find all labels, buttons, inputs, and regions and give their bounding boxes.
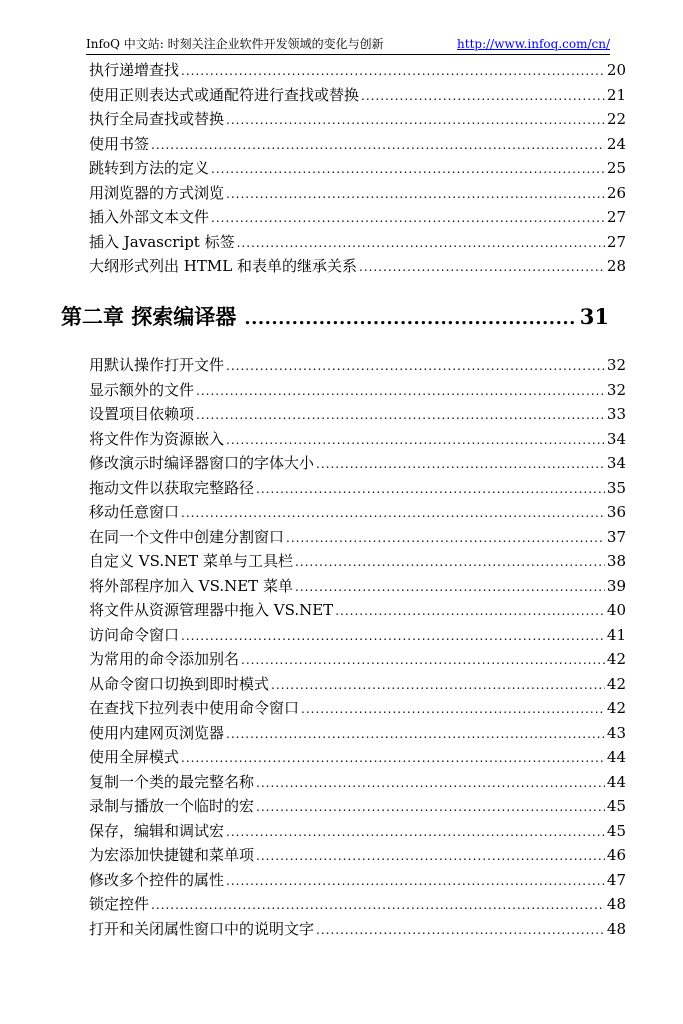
toc-entry-title: 用默认操作打开文件 — [89, 356, 225, 374]
toc-entry[interactable] — [89, 598, 626, 623]
toc-entry[interactable] — [89, 107, 626, 132]
toc-entry[interactable] — [89, 132, 626, 157]
toc-entry-title: 录制与播放一个临时的宏 — [89, 797, 255, 815]
toc-entry-page: 24 — [606, 134, 626, 153]
toc-entry-page: 44 — [606, 748, 626, 766]
toc-leader-dots — [295, 550, 605, 575]
toc-entry-page: 40 — [606, 601, 626, 619]
chapter-page-number: 31 — [579, 304, 609, 329]
toc-entry-title: 从命令窗口切换到即时模式 — [89, 674, 270, 693]
toc-leader-dots — [151, 133, 605, 158]
toc-entry[interactable] — [89, 770, 626, 795]
toc-entry-title: 复制一个类的最完整名称 — [89, 772, 255, 791]
toc-entry-title: 跳转到方法的定义 — [89, 159, 210, 177]
toc-entry-page: 42 — [606, 674, 626, 693]
toc-entry[interactable] — [89, 230, 626, 255]
toc-leader-dots — [226, 108, 605, 133]
toc-list-before — [89, 58, 626, 279]
toc-entry-page: 28 — [606, 257, 626, 275]
toc-leader-dots — [256, 795, 605, 820]
toc-entry-title: 使用内建网页浏览器 — [89, 723, 225, 742]
toc-leader-dots — [361, 84, 605, 109]
toc-entry[interactable] — [89, 205, 626, 230]
toc-entry[interactable] — [89, 868, 626, 893]
toc-leader-dots — [301, 697, 605, 722]
toc-leader-dots — [226, 354, 605, 379]
toc-entry-page: 21 — [606, 85, 626, 104]
toc-entry[interactable] — [89, 451, 626, 476]
toc-entry-page: 33 — [606, 405, 626, 423]
toc-leader-dots — [359, 255, 605, 280]
toc-leader-dots — [256, 477, 605, 502]
toc-entry-page: 36 — [606, 503, 626, 521]
toc-entry-title: 执行递增查找 — [89, 61, 180, 79]
toc-entry-title: 插入外部文本文件 — [89, 208, 210, 226]
toc-entry[interactable] — [89, 476, 626, 501]
toc-leader-dots — [316, 452, 605, 477]
toc-leader-dots — [286, 526, 605, 551]
toc-list-chapter2 — [89, 353, 626, 941]
toc-leader-dots — [181, 59, 605, 84]
toc-entry-page: 48 — [606, 919, 626, 938]
toc-leader-dots — [196, 403, 605, 428]
toc-entry[interactable] — [89, 794, 626, 819]
header-url-link[interactable]: http://www.infoq.com/cn/ — [457, 37, 610, 51]
toc-leader-dots — [226, 722, 605, 747]
header-site-title: InfoQ 中文站: 时刻关注企业软件开发领域的变化与创新 — [86, 37, 384, 51]
toc-entry-page: 43 — [606, 723, 626, 742]
toc-entry[interactable] — [89, 623, 626, 648]
toc-leader-dots — [151, 893, 605, 918]
toc-entry-title: 设置项目依赖项 — [89, 405, 195, 423]
toc-entry-page: 25 — [606, 159, 626, 177]
toc-leader-dots — [181, 624, 605, 649]
toc-entry-title: 显示额外的文件 — [89, 380, 195, 399]
toc-entry-page: 42 — [606, 699, 626, 717]
toc-entry[interactable] — [89, 892, 626, 917]
toc-entry-title: 执行全局查找或替换 — [89, 110, 225, 128]
page-header — [86, 36, 610, 55]
toc-entry[interactable] — [89, 917, 626, 942]
toc-entry-title: 使用书签 — [89, 134, 150, 153]
toc-entry-page: 20 — [606, 61, 626, 79]
toc-entry-page: 48 — [606, 895, 626, 913]
toc-entry-title: 访问命令窗口 — [89, 625, 180, 644]
toc-entry[interactable] — [89, 843, 626, 868]
toc-entry-title: 使用全屏模式 — [89, 748, 180, 766]
toc-entry[interactable] — [89, 58, 626, 83]
toc-leader-dots — [211, 157, 605, 182]
toc-entry-title: 保存，编辑和调试宏 — [89, 821, 225, 840]
toc-entry-page: 41 — [606, 625, 626, 644]
toc-entry-page: 39 — [606, 576, 626, 595]
chapter-leader-dots — [244, 304, 575, 334]
toc-entry-page: 47 — [606, 870, 626, 889]
toc-leader-dots — [181, 746, 605, 771]
toc-entry-title: 用浏览器的方式浏览 — [89, 183, 225, 202]
toc-leader-dots — [256, 771, 605, 796]
toc-entry-page: 45 — [606, 821, 626, 840]
toc-entry-page: 37 — [606, 527, 626, 546]
toc-entry-page: 45 — [606, 797, 626, 815]
toc-leader-dots — [226, 182, 605, 207]
toc-leader-dots — [256, 844, 605, 869]
toc-entry[interactable] — [89, 427, 626, 452]
chapter-title: 第二章 探索编译器 — [61, 304, 237, 329]
toc-entry[interactable] — [89, 525, 626, 550]
toc-entry-title: 将文件从资源管理器中拖入 VS.NET — [89, 601, 334, 619]
toc-entry-page: 42 — [606, 650, 626, 668]
toc-entry-page: 34 — [606, 429, 626, 448]
toc-entry[interactable] — [89, 181, 626, 206]
toc-entry-title: 打开和关闭属性窗口中的说明文字 — [89, 919, 315, 938]
toc-entry[interactable] — [89, 83, 626, 108]
toc-entry-page: 32 — [606, 380, 626, 399]
toc-entry[interactable] — [89, 378, 626, 403]
chapter-heading[interactable] — [61, 302, 609, 334]
toc-entry[interactable] — [89, 647, 626, 672]
toc-entry-page: 32 — [606, 356, 626, 374]
toc-leader-dots — [316, 918, 605, 943]
toc-entry[interactable] — [89, 696, 626, 721]
toc-entry-title: 大纲形式列出 HTML 和表单的继承关系 — [89, 257, 357, 275]
toc-entry-title: 插入 Javascript 标签 — [89, 232, 235, 251]
toc-entry-page: 46 — [606, 846, 626, 864]
toc-entry[interactable] — [89, 745, 626, 770]
toc-entry-title: 移动任意窗口 — [89, 503, 180, 521]
toc-entry-title: 修改演示时编译器窗口的字体大小 — [89, 454, 315, 472]
toc-entry-title: 将文件作为资源嵌入 — [89, 429, 225, 448]
toc-entry[interactable] — [89, 500, 626, 525]
toc-entry-title: 在查找下拉列表中使用命令窗口 — [89, 699, 300, 717]
toc-leader-dots — [295, 575, 605, 600]
toc-entry-title: 将外部程序加入 VS.NET 菜单 — [89, 576, 293, 595]
toc-entry-page: 35 — [606, 478, 626, 497]
toc-leader-dots — [211, 206, 605, 231]
toc-entry-title: 锁定控件 — [89, 895, 150, 913]
toc-leader-dots — [226, 428, 605, 453]
toc-leader-dots — [237, 231, 605, 256]
toc-leader-dots — [271, 673, 605, 698]
toc-entry[interactable] — [89, 254, 626, 279]
toc-entry[interactable] — [89, 402, 626, 427]
toc-leader-dots — [226, 869, 605, 894]
toc-leader-dots — [226, 820, 605, 845]
toc-leader-dots — [335, 599, 605, 624]
toc-entry-title: 为宏添加快捷键和菜单项 — [89, 846, 255, 864]
toc-entry[interactable] — [89, 819, 626, 844]
toc-leader-dots — [181, 501, 605, 526]
toc-leader-dots — [196, 379, 605, 404]
toc-entry-title: 自定义 VS.NET 菜单与工具栏 — [89, 552, 293, 570]
toc-entry[interactable] — [89, 156, 626, 181]
toc-entry-page: 27 — [606, 232, 626, 251]
toc-entry-page: 27 — [606, 208, 626, 226]
toc-entry-page: 38 — [606, 552, 626, 570]
toc-entry[interactable] — [89, 549, 626, 574]
toc-entry[interactable] — [89, 721, 626, 746]
toc-entry-title: 修改多个控件的属性 — [89, 870, 225, 889]
toc-entry-title: 为常用的命令添加别名 — [89, 650, 240, 668]
toc-entry-page: 44 — [606, 772, 626, 791]
toc-entry-title: 使用正则表达式或通配符进行查找或替换 — [89, 85, 360, 104]
toc-entry-title: 拖动文件以获取完整路径 — [89, 478, 255, 497]
toc-entry[interactable] — [89, 574, 626, 599]
toc-entry-title: 在同一个文件中创建分割窗口 — [89, 527, 285, 546]
toc-entry[interactable] — [89, 353, 626, 378]
toc-entry[interactable] — [89, 672, 626, 697]
toc-leader-dots — [241, 648, 605, 673]
toc-entry-page: 22 — [606, 110, 626, 128]
toc-entry-page: 34 — [606, 454, 626, 472]
toc-entry-page: 26 — [606, 183, 626, 202]
